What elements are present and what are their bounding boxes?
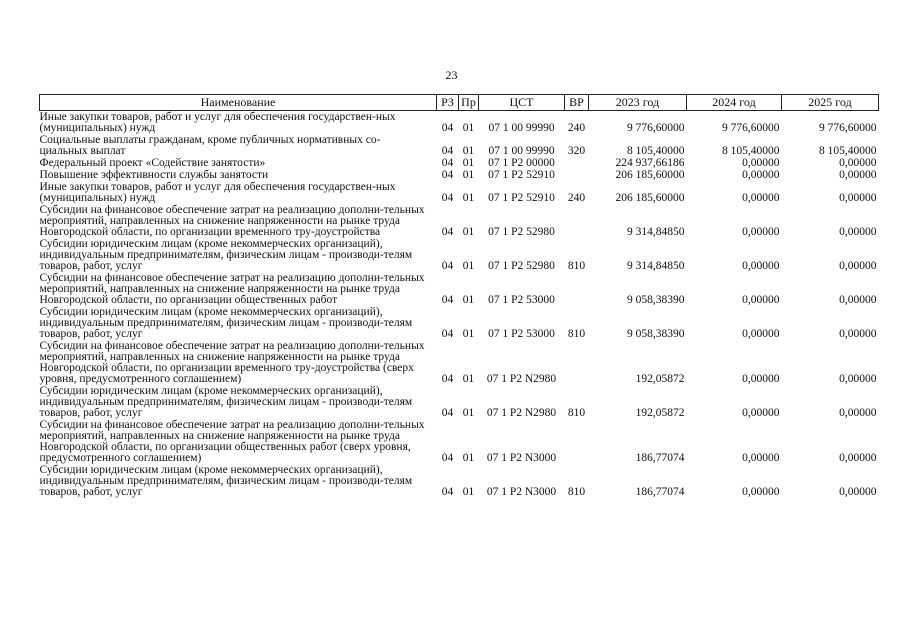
table-row: [40, 272, 879, 306]
row-cst: 07 1 Р2 N2980: [486, 373, 557, 385]
row-rz: 04: [441, 328, 454, 340]
row-amount-2024: 0,00000: [742, 486, 780, 498]
row-pr: 01: [462, 169, 475, 181]
row-amount-2023: 9 058,38390: [627, 328, 685, 340]
row-amount-2024: 0,00000: [742, 260, 780, 272]
row-amount-2025: 0,00000: [839, 407, 877, 419]
row-amount-2023: 186,77074: [635, 486, 685, 498]
row-vr: [565, 157, 589, 169]
row-name: Субсидии на финансовое обеспечение затрат на реализацию дополни-тельных мероприятий, направленных на снижение напряженности на рынке труда Новгородской области, по организации временного тру-доустройства: [39, 204, 425, 238]
table-row: [40, 464, 879, 498]
row-name: Субсидии на финансовое обеспечение затрат на реализацию дополни-тельных мероприятий, направленных на снижение напряженности на рынке труда Новгородской области, по организации общественных работ: [39, 272, 425, 306]
row-amount-2025: 0,00000: [839, 169, 877, 181]
page-number: 23: [445, 68, 458, 82]
row-cst: 07 1 Р2 00000: [488, 157, 555, 169]
row-name: Субсидии юридическим лицам (кроме некоммерческих организаций), индивидуальным предпринимателям, физическим лицам - производи-телям товаров, работ, услуг: [39, 306, 413, 340]
table-body: [40, 111, 879, 499]
row-amount-2024: 0,00000: [742, 294, 780, 306]
row-cst: 07 1 Р2 52910: [488, 192, 555, 204]
row-amount-2025: 0,00000: [839, 260, 877, 272]
row-name: Повышение эффективности службы занятости: [39, 169, 269, 181]
table-row: [40, 204, 879, 238]
row-name: Субсидии на финансовое обеспечение затрат на реализацию дополни-тельных мероприятий, направленных на снижение напряженности на рынке труда Новгородской области, по организации временного тру-доустройства (сверх уровня, предусмотренного соглашением): [39, 340, 425, 385]
row-pr: 01: [462, 192, 475, 204]
table-row: [40, 340, 879, 385]
row-amount-2025: 0,00000: [839, 486, 877, 498]
row-rz: 04: [441, 486, 454, 498]
row-cst: 07 1 Р2 53000: [488, 294, 555, 306]
header-rz: РЗ: [437, 95, 459, 111]
row-vr: 320: [567, 145, 586, 157]
row-rz: 04: [441, 192, 454, 204]
table-row: [40, 238, 879, 272]
row-amount-2024: 0,00000: [742, 407, 780, 419]
header-pr: Пр: [459, 95, 479, 111]
row-pr: 01: [462, 407, 475, 419]
row-rz: 04: [441, 145, 454, 157]
row-cst: 07 1 Р2 52980: [488, 226, 555, 238]
row-amount-2024: 9 776,60000: [722, 122, 780, 134]
row-amount-2024: 0,00000: [742, 226, 780, 238]
row-vr: [565, 419, 589, 464]
row-vr: [565, 169, 589, 181]
row-amount-2023: 186,77074: [635, 452, 685, 464]
row-amount-2023: 9 058,38390: [627, 294, 685, 306]
row-pr: 01: [462, 157, 475, 169]
row-rz: 04: [441, 407, 454, 419]
row-rz: 04: [441, 226, 454, 238]
row-amount-2025: 0,00000: [839, 226, 877, 238]
row-vr: 810: [567, 328, 586, 340]
row-cst: 07 1 Р2 53000: [488, 328, 555, 340]
row-amount-2024: 0,00000: [742, 157, 780, 169]
row-amount-2023: 224 937,66186: [615, 157, 685, 169]
row-cst: 07 1 Р2 N2980: [486, 407, 557, 419]
row-amount-2023: 206 185,60000: [615, 169, 685, 181]
table-row: [40, 419, 879, 464]
row-amount-2025: 0,00000: [839, 294, 877, 306]
row-rz: 04: [441, 260, 454, 272]
header-2025: 2025 год: [782, 95, 879, 111]
row-cst: 07 1 Р2 N3000: [486, 452, 557, 464]
header-name: Наименование: [40, 95, 437, 111]
header-cst: ЦСТ: [479, 95, 565, 111]
row-amount-2023: 192,05872: [635, 373, 685, 385]
row-pr: 01: [462, 452, 475, 464]
row-amount-2023: 206 185,60000: [615, 192, 685, 204]
table-row: [40, 385, 879, 419]
row-pr: 01: [462, 226, 475, 238]
row-cst: 07 1 Р2 52910: [488, 169, 555, 181]
row-rz: 04: [441, 169, 454, 181]
row-pr: 01: [462, 260, 475, 272]
row-amount-2024: 0,00000: [742, 328, 780, 340]
row-amount-2023: 9 776,60000: [627, 122, 685, 134]
row-amount-2025: 0,00000: [839, 452, 877, 464]
header-vr: ВР: [565, 95, 589, 111]
row-amount-2025: 0,00000: [839, 157, 877, 169]
table-row: [40, 169, 879, 181]
table-row: [40, 181, 879, 204]
row-pr: 01: [462, 145, 475, 157]
row-vr: 240: [567, 122, 586, 134]
row-name: Субсидии юридическим лицам (кроме некоммерческих организаций), индивидуальным предпринимателям, физическим лицам - производи-телям товаров, работ, услуг: [39, 385, 413, 419]
row-pr: 01: [462, 373, 475, 385]
row-amount-2025: 0,00000: [839, 373, 877, 385]
row-vr: 810: [567, 407, 586, 419]
budget-table: [39, 94, 879, 498]
row-amount-2024: 0,00000: [742, 373, 780, 385]
row-cst: 07 1 00 99990: [488, 145, 555, 157]
row-rz: 04: [441, 122, 454, 134]
row-amount-2025: 0,00000: [839, 328, 877, 340]
table-row: [40, 306, 879, 340]
row-name: Иные закупки товаров, работ и услуг для обеспечения государствен-ных (муниципальных) нужд: [39, 111, 396, 134]
row-name: Субсидии юридическим лицам (кроме некоммерческих организаций), индивидуальным предпринимателям, физическим лицам - производи-телям товаров, работ, услуг: [39, 464, 413, 498]
row-amount-2025: 8 105,40000: [819, 145, 877, 157]
row-pr: 01: [462, 122, 475, 134]
row-vr: 240: [567, 192, 586, 204]
row-amount-2025: 0,00000: [839, 192, 877, 204]
row-amount-2024: 0,00000: [742, 169, 780, 181]
row-name: Социальные выплаты гражданам, кроме публичных нормативных со-циальных выплат: [39, 134, 381, 157]
row-name: Субсидии юридическим лицам (кроме некоммерческих организаций), индивидуальным предпринимателям, физическим лицам - производи-телям товаров, работ, услуг: [39, 238, 413, 272]
row-name: Иные закупки товаров, работ и услуг для обеспечения государствен-ных (муниципальных) нужд: [39, 181, 396, 204]
row-amount-2024: 8 105,40000: [722, 145, 780, 157]
row-vr: 810: [567, 486, 586, 498]
row-amount-2023: 8 105,40000: [627, 145, 685, 157]
row-cst: 07 1 Р2 52980: [488, 260, 555, 272]
row-amount-2023: 9 314,84850: [627, 226, 685, 238]
row-cst: 07 1 00 99990: [488, 122, 555, 134]
row-vr: [565, 204, 589, 238]
row-rz: 04: [441, 373, 454, 385]
table-header-row: [40, 95, 879, 111]
row-amount-2025: 9 776,60000: [819, 122, 877, 134]
table-row: [40, 134, 879, 157]
table-row: [40, 157, 879, 169]
table-row: [40, 111, 879, 135]
row-rz: 04: [441, 157, 454, 169]
row-pr: 01: [462, 328, 475, 340]
row-rz: 04: [441, 294, 454, 306]
row-amount-2024: 0,00000: [742, 452, 780, 464]
row-rz: 04: [441, 452, 454, 464]
row-amount-2023: 9 314,84850: [627, 260, 685, 272]
row-name: Федеральный проект «Содействие занятости»: [39, 157, 266, 169]
header-2023: 2023 год: [589, 95, 687, 111]
row-vr: 810: [567, 260, 586, 272]
row-cst: 07 1 Р2 N3000: [486, 486, 557, 498]
row-amount-2023: 192,05872: [635, 407, 685, 419]
row-pr: 01: [462, 486, 475, 498]
row-pr: 01: [462, 294, 475, 306]
header-2024: 2024 год: [687, 95, 782, 111]
row-name: Субсидии на финансовое обеспечение затрат на реализацию дополни-тельных мероприятий, направленных на снижение напряженности на рынке труда Новгородской области, по организации общественных работ (сверх уровня, предусмотренного соглашением): [39, 419, 425, 464]
row-amount-2024: 0,00000: [742, 192, 780, 204]
row-vr: [565, 272, 589, 306]
row-vr: [565, 340, 589, 385]
